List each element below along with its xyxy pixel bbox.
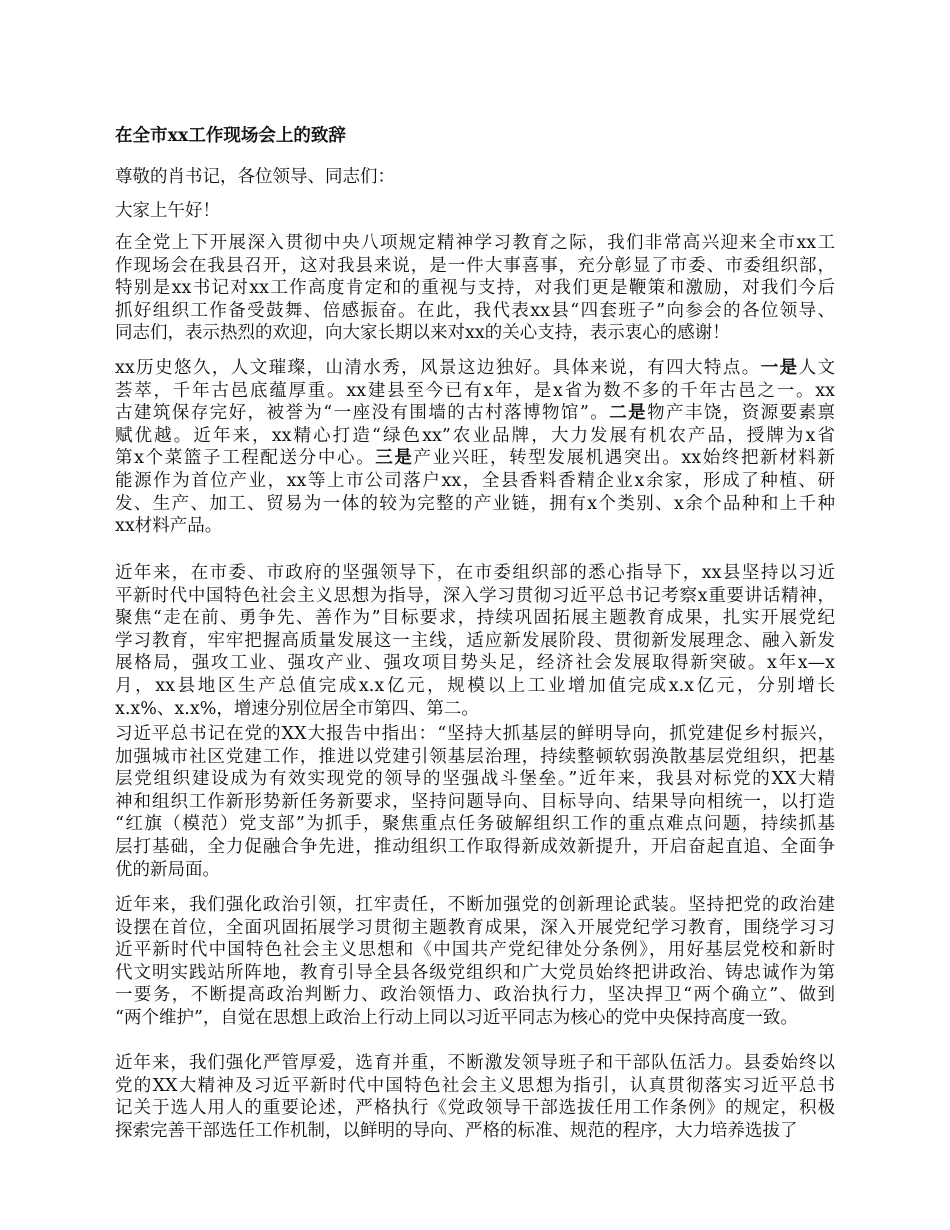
text-run: 物产丰饶，资源要素禀 bbox=[647, 403, 835, 424]
bold-text-run: 三是 bbox=[375, 448, 414, 469]
paragraph-5 bbox=[115, 894, 835, 1030]
text-line: 平新时代中国特色社会主义思想为指导，深入学习贯彻习近平总书记考察x重要讲话精神， bbox=[115, 585, 835, 606]
text-line: 设摆在首位，全面巩固拓展学习贯彻主题教育成果，深入开展党纪学习教育，围绕学习习 bbox=[115, 917, 835, 938]
text-line: 近年来，我们强化严管厚爱，选育并重，不断激发领导班子和干部队伍活力。县委始终以 bbox=[115, 1053, 835, 1073]
text-run: 古建筑保存完好，被誉为“一座没有围墙的古村落博物馆”。 bbox=[115, 403, 610, 424]
text-line: 展格局，强攻工业、强攻产业、强攻项目势头足，经济社会发展取得新突破。x年x—x bbox=[115, 653, 835, 674]
text-run: xx历史悠久，人文璀璨，山清水秀，风景这边独好。具体来说，有四大特点。 bbox=[115, 358, 761, 378]
text-line: 月，xx县地区生产总值完成x.x亿元，规模以上工业增加值完成x.x亿元，分别增长 bbox=[115, 675, 835, 696]
text-line bbox=[115, 357, 835, 380]
text-line: xx材料产品。 bbox=[115, 516, 223, 537]
paragraph-3 bbox=[115, 562, 835, 720]
text-line: 层党组织建设成为有效实现党的领导的坚强战斗堡垒。”近年来，我县对标党的XX大精 bbox=[115, 769, 835, 790]
text-line: 在全党上下开展深入贯彻中央八项规定精神学习教育之际，我们非常高兴迎来全市xx工 bbox=[115, 233, 835, 253]
text-line: 探索完善干部选任工作机制，以鲜明的导向、严格的标准、规范的程序，大力培养选拔了 bbox=[115, 1120, 798, 1141]
paragraph-6 bbox=[115, 1052, 835, 1142]
text-line: 抓好组织工作备受鼓舞、倍感振奋。在此，我代表xx县“四套班子”向参会的各位领导、 bbox=[115, 300, 835, 321]
text-line: 记关于选人用人的重要论述，严格执行《党政领导干部选拔任用工作条例》的规定，积极 bbox=[115, 1098, 835, 1119]
text-line: 党的XX大精神及习近平新时代中国特色社会主义思想为指引，认真贯彻落实习近平总书 bbox=[115, 1075, 835, 1096]
text-line: 近平新时代中国特色社会主义思想和《中国共产党纪律处分条例》，用好基层党校和新时 bbox=[115, 940, 835, 961]
salutation-block bbox=[115, 166, 835, 189]
paragraph-1 bbox=[115, 232, 835, 345]
text-line: 能源作为首位产业，xx等上市公司落户xx，全县香料香精企业x余家，形成了种植、研 bbox=[115, 470, 835, 491]
text-line: 代文明实践站所阵地，教育引导全县各级党组织和广大党员始终把讲政治、铸忠诚作为第 bbox=[115, 962, 835, 983]
greeting: 大家上午好！ bbox=[115, 201, 220, 221]
text-line: 神和组织工作新形势新任务新要求，坚持问题导向、目标导向、结果导向相统一，以打造 bbox=[115, 791, 835, 812]
text-line: “两个维护”，自觉在思想上政治上行动上同以习近平同志为核心的党中央保持高度一致。 bbox=[115, 1007, 798, 1028]
text-line: 优的新局面。 bbox=[115, 859, 220, 880]
bold-text-run: 二是 bbox=[609, 403, 648, 424]
text-line bbox=[115, 447, 835, 470]
text-line: 学习教育，牢牢把握高质量发展这一主线，适应新发展阶段、贯彻新发展理念、融入新发 bbox=[115, 630, 835, 651]
text-line: 同志们，表示热烈的欢迎，向大家长期以来对xx的关心支持，表示衷心的感谢！ bbox=[115, 323, 730, 344]
text-line: 一要务，不断提高政治判断力、政治领悟力、政治执行力，坚决捍卫“两个确立”、做到 bbox=[115, 985, 835, 1006]
salutation: 尊敬的肖书记，各位领导、同志们： bbox=[115, 167, 395, 187]
paragraph-2 bbox=[115, 357, 835, 538]
text-line: “红旗（模范）党支部”为抓手，聚焦重点任务破解组织工作的重点难点问题，持续抓基 bbox=[115, 814, 835, 835]
paragraph-4 bbox=[115, 723, 835, 881]
document-title-block bbox=[115, 125, 835, 148]
text-run: 第x个菜篮子工程配送分中心。 bbox=[115, 448, 376, 469]
text-line: 聚焦“走在前、勇争先、善作为”目标要求，持续巩固拓展主题教育成果，扎实开展党纪 bbox=[115, 608, 835, 629]
text-line: 发、生产、加工、贸易为一体的较为完整的产业链，拥有x个类别、x余个品种和上千种 bbox=[115, 493, 835, 514]
bold-text-run: 一是 bbox=[760, 358, 799, 378]
text-line: x.x%、x.x%，增速分别位居全市第四、第二。 bbox=[115, 698, 479, 719]
text-line: 近年来，我们强化政治引领，扛牢责任，不断加强党的创新理论武装。坚持把党的政治建 bbox=[115, 895, 835, 915]
text-line: 特别是xx书记对xx工作高度肯定和的重视与支持，对我们更是鞭策和激励，对我们今后 bbox=[115, 278, 835, 299]
text-run: 人文 bbox=[798, 358, 836, 378]
text-line: 赋优越。近年来，xx精心打造“绿色xx”农业品牌，大力发展有机农产品，授牌为x省 bbox=[115, 425, 835, 446]
text-line bbox=[115, 402, 835, 425]
document-title: 在全市xx工作现场会上的致辞 bbox=[115, 126, 346, 146]
text-line: 加强城市社区党建工作，推进以党建引领基层治理，持续整顿软弱涣散基层党组织，把基 bbox=[115, 746, 835, 767]
text-line: 近年来，在市委、市政府的坚强领导下，在市委组织部的悉心指导下，xx县坚持以习近 bbox=[115, 563, 835, 583]
text-line: 习近平总书记在党的XX大报告中指出：“坚持大抓基层的鲜明导向，抓党建促乡村振兴， bbox=[115, 724, 835, 744]
text-run: 产业兴旺，转型发展机遇突出。xx始终把新材料新 bbox=[413, 448, 835, 469]
text-line: 荟萃，千年古邑底蕴厚重。xx建县至今已有x年，是x省为数不多的千年古邑之一。xx bbox=[115, 380, 835, 401]
text-line: 作现场会在我县召开，这对我县来说，是一件大事喜事，充分彰显了市委、市委组织部， bbox=[115, 255, 835, 276]
text-line: 层打基础，全力促融合争先进，推动组织工作取得新成效新提升，开启奋起直追、全面争 bbox=[115, 836, 835, 857]
greeting-block bbox=[115, 200, 835, 223]
